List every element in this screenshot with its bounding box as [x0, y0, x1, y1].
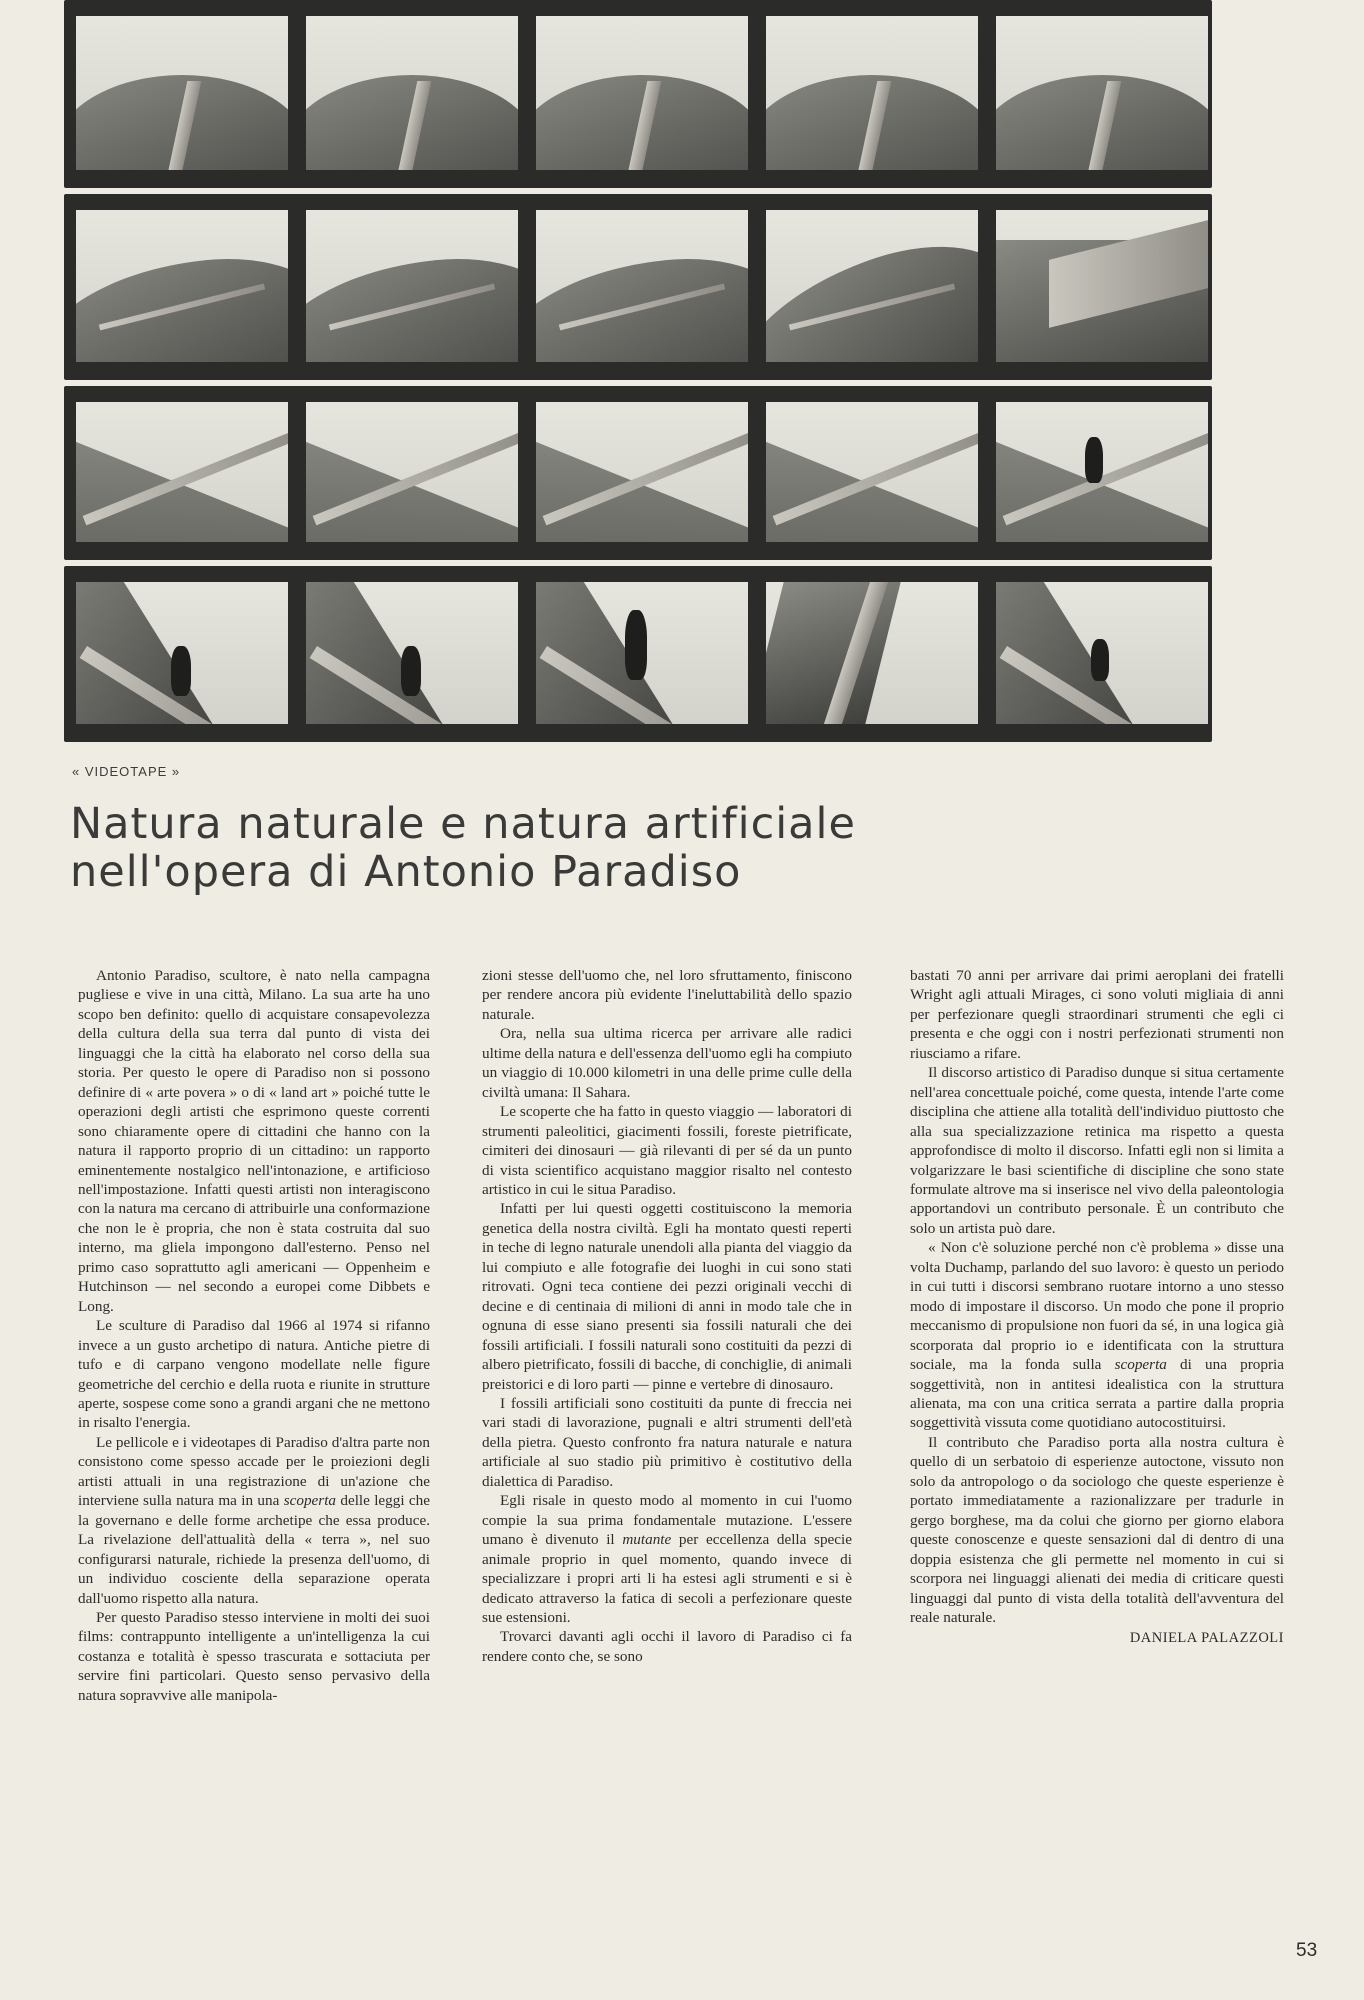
- frame-human-figure: [1091, 639, 1109, 681]
- film-strip-row-3: [64, 386, 1212, 560]
- paragraph: Ora, nella sua ultima ricerca per arrivare alle radici ultime della natura e dell'essenza dell'uomo egli ha compiuto un viaggio di 10.000 kilometri in una delle prime culle della civiltà umana: Il Sahara.: [482, 1025, 852, 1101]
- film-frame-photo: [996, 402, 1208, 542]
- paragraph: zioni stesse dell'uomo che, nel loro sfruttamento, finiscono per rendere ancora più evidente l'ineluttabilità dello spazio naturale.: [482, 967, 852, 1023]
- film-frame-photo: [306, 16, 518, 170]
- film-frame-photo: [76, 210, 288, 362]
- italic-emphasis: scoperta: [1114, 1356, 1167, 1374]
- film-frame-photo: [76, 16, 288, 170]
- film-frame-photo: [306, 582, 518, 724]
- section-label: « VIDEOTAPE »: [72, 764, 181, 779]
- film-frame-photo: [766, 16, 978, 170]
- paragraph: Egli risale in questo modo al momento in cui l'uomo compie la sua prima fondamentale mutazione. L'essere umano è divenuto il mutante per eccellenza della specie animale proprio in quel momento, quando invece di specializzare i propri arti li ha estesi agli strumenti e si è dedicato attraverso la fatica di secoli a perfezionare queste sue estensioni.: [482, 1492, 852, 1626]
- author-signature: DANIELA PALAZZOLI: [1129, 1630, 1284, 1647]
- title-line-2: nell'opera di Antonio Paradiso: [70, 847, 742, 897]
- text-column-3: [910, 966, 1284, 1649]
- film-frame-photo: [76, 402, 288, 542]
- film-frame-photo: [536, 210, 748, 362]
- film-frame-photo: [996, 582, 1208, 724]
- paragraph: bastati 70 anni per arrivare dai primi aeroplani dei fratelli Wright agli attuali Mirages, ci sono voluti migliaia di anni per perfezionare quegli straordinari strumenti che egli ci presenta e che oggi con i nostri perfezionati strumenti non riusciamo a rifare.: [910, 967, 1284, 1062]
- film-strip-row-4: [64, 566, 1212, 742]
- paragraph: Per questo Paradiso stesso interviene in molti dei suoi films: contrappunto intelligente a un'intelligenza la cui costanza e totalità è spesso trascurata e sottaciuta per servire fini particolari. Questo senso pervasivo della natura sopravvive alle manipola-: [78, 1608, 430, 1704]
- film-frame-photo: [996, 210, 1208, 362]
- paragraph: Trovarci davanti agli occhi il lavoro di Paradiso ci fa rendere conto che, se sono: [482, 1628, 852, 1665]
- frame-human-figure: [171, 646, 191, 696]
- film-frame-photo: [76, 582, 288, 724]
- film-strip-row-2: [64, 194, 1212, 380]
- frame-human-figure: [625, 610, 647, 680]
- text-column-1: [78, 966, 430, 1705]
- film-strip-row-1: [64, 0, 1212, 188]
- frame-human-figure: [1085, 437, 1103, 483]
- film-frame-photo: [306, 210, 518, 362]
- film-frame-photo: [766, 582, 978, 724]
- frame-human-figure: [401, 646, 421, 696]
- paragraph: Le scoperte che ha fatto in questo viaggio — laboratori di strumenti paleolitici, giacimenti fossili, foreste pietrificate, cimiteri dei dinosauri — già rilevanti di per sé da un punto di vista scientifico acquistano maggior risalto nel contesto artistico in cui le situa Paradiso.: [482, 1103, 852, 1198]
- paragraph: Le sculture di Paradiso dal 1966 al 1974 si rifanno invece a un gusto archetipo di natura. Antiche pietre di tufo e di carpano vengono modellate nelle figure geometriche del cerchio e della ruota e riunite in strutture aperte, sospese come sono a grandi argani che ne mettono in risalto l'energia.: [78, 1317, 430, 1432]
- paragraph: Le pellicole e i videotapes di Paradiso d'altra parte non consistono come spesso accade per le proiezioni degli artisti attuali in una registrazione di un'azione che interviene sulla natura ma in una scoperta delle leggi che la governano e delle forme archetipe che essa produce. La rivelazione dell'attualità della « terra », nel suo configurarsi naturale, richiede la presenza dell'uomo, di un individuo cosciente della separazione operata dall'uomo rispetto alla natura.: [78, 1433, 430, 1607]
- article-title: [70, 800, 856, 896]
- paragraph: I fossili artificiali sono costituiti da punte di freccia nei vari stadi di lavorazione, pugnali e altri strumenti dell'età della pietra. Questo confronto fra natura naturale e natura artificiale al suo stadio più primitivo è costitutivo della dialettica di Paradiso.: [482, 1394, 852, 1490]
- film-frame-photo: [996, 16, 1208, 170]
- text-column-2: [482, 966, 852, 1666]
- paragraph: Infatti per lui questi oggetti costituiscono la memoria genetica della nostra civiltà. Egli ha montato questi reperti in teche di legno naturale unendoli alla pianta del viaggio da lui compiuto e alle fotografie dei luoghi in cui sono stati ritrovati. Ogni teca contiene dei pezzi originali vecchi di decine e di centinaia di milioni di anni in modo tale che in ognuna di esse siano presenti sia fossili naturali che dei fossili artificiali. I fossili naturali sono costituiti da pezzi di albero pietrificato, fossili di bacche, di conchiglie, di animali preistorici e di loro parti — pinne e vertebre di dinosauro.: [482, 1200, 852, 1393]
- film-frame-photo: [536, 16, 748, 170]
- film-frame-photo: [766, 210, 978, 362]
- italic-emphasis: scoperta: [283, 1492, 337, 1510]
- italic-emphasis: mutante: [622, 1531, 672, 1549]
- paragraph: Il contributo che Paradiso porta alla nostra cultura è quello di un serbatoio di esperienze autoctone, vissuto non solo da antropologo o da sociologo che queste esperienze è portato immediatamente a razionalizzare per tradurle in gergo borghese, ma da colui che giorno per giorno elabora queste conoscenze e queste sensazioni dal di dentro di una doppia esistenza che gli permette nel momento in cui si scorpora nei linguaggi alienati dei media di criticare questi linguaggi dal punto di vista della totalità dell'avventura del reale naturale.: [910, 1433, 1284, 1626]
- film-contact-sheet: [64, 0, 1212, 742]
- paragraph: « Non c'è soluzione perché non c'è problema » disse una volta Duchamp, parlando del suo lavoro: è questo un periodo in cui tutti i discorsi sembrano ruotare intorno a uno stesso modo di impostare il discorso. Un modo che pone il proprio meccanismo di propulsione non fuori da sé, in una logica già scorporata dal proprio io e identificata con la struttura sociale, ma la fonda sulla scoperta di una propria soggettività, non in antitesi idealistica con la struttura alienata, ma con una critica serrata a partire dalla propria soggettività vissuta come quotidiano autocostituirsi.: [910, 1239, 1284, 1432]
- page-number: 53: [1296, 1940, 1318, 1961]
- film-frame-photo: [306, 402, 518, 542]
- film-frame-photo: [536, 402, 748, 542]
- title-line-1: Natura naturale e natura artificiale: [70, 799, 856, 849]
- film-frame-photo: [536, 582, 748, 724]
- paragraph: Antonio Paradiso, scultore, è nato nella campagna pugliese e vive in una città, Milano. La sua arte ha uno scopo ben definito: quello di acquistare consapevolezza della cultura della sua terra dal punto di vista dei linguaggi che la città ha elaborato nel corso della sua storia. Per questo le opere di Paradiso non si possono definire di « arte povera » o di « land art » poiché tutte le operazioni degli artisti che esprimono queste correnti sono chiaramente opere di cittadini che hanno con la natura il rapporto proprio di un cittadino: un rapporto eminentemente nostalgico nell'intonazione, e artificioso nell'impostazione. Infatti questi artisti non interagiscono con la natura ma cercano di attribuirle una conformazione che non le è propria, che non è stata costruita dal suo interno, ma gliela impongono dall'esterno. Penso nel primo caso soprattutto agli americani — Oppenheim e Hutchinson — nel secondo a europei come Dibbets e Long.: [78, 967, 430, 1315]
- paragraph: Il discorso artistico di Paradiso dunque si situa certamente nell'area concettuale poiché, come questa, intende l'arte come disciplina che attiene alla totalità dell'individuo piuttosto che alla sua specializzazione retinica ma rispetto a questa approfondisce di molto il discorso. Infatti egli non si limita a volgarizzare le basi scientifiche di discipline che sono state formulate altrove ma si inserisce nel vivo della paleontologia apportandovi un contributo personale. È un contributo che solo un artista può dare.: [910, 1064, 1284, 1237]
- film-frame-photo: [766, 402, 978, 542]
